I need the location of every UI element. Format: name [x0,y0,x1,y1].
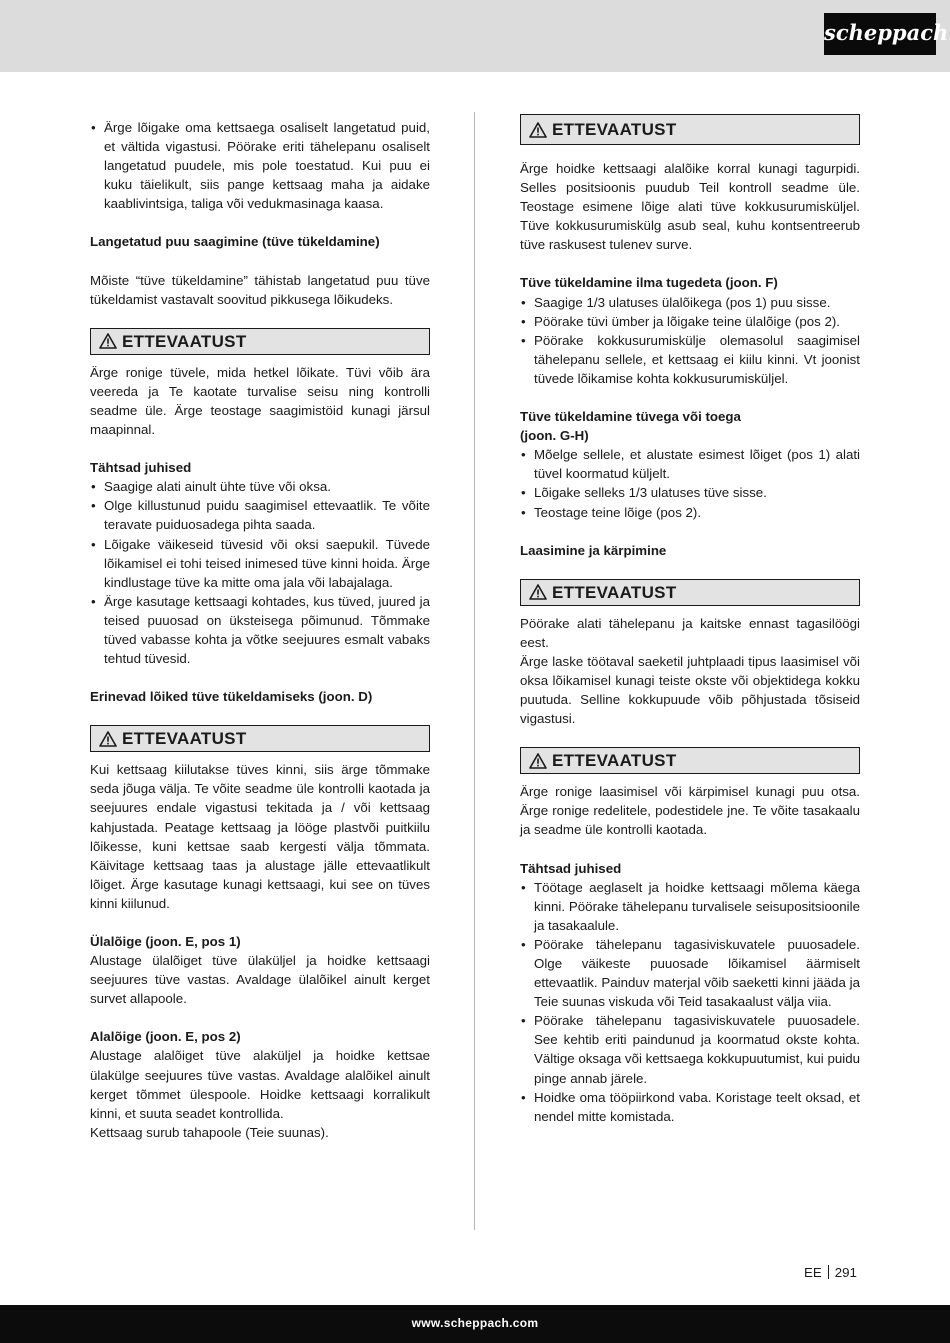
list-item: • Teostage teine lõige (pos 2). [520,503,860,522]
warning-text: Pöörake alati tähelepanu ja kaitske ennast tagasilöögi eest. [520,615,860,650]
bullet-list [520,293,860,388]
warning-triangle-icon [99,333,117,349]
list-item: • Lõigake väikeseid tüvesid või oksi saepukil. Tüvede lõikamisel ei tohi teised inimesed tüve kinni hoida. Ärge kindlustage tüve ka mitte oma jala või labajalaga. [90,535,430,592]
warning-triangle-icon [529,753,547,769]
website-link[interactable]: www.scheppach.com [411,1316,539,1330]
warning-triangle-icon [99,731,117,747]
warning-title: ETTEVAATUST [122,729,247,749]
section-heading: Langetatud puu saagimine (tüve tükeldamine) [90,234,380,250]
section-heading: Alalõige (joon. E, pos 2) [90,1029,241,1045]
footer-band [0,1305,950,1343]
header-band [0,0,950,72]
list-item: • Hoidke oma tööpiirkond vaba. Koristage teelt oksad, et nendel mitte komistada. [520,1088,860,1126]
warning-text: Ärge hoidke kettsaagi alalõike korral kunagi tagurpidi. Selles positsioonis puudub Teil kontroll seadme üle. Teostage esimene lõige alati tüve kokkusurumisküljel. Tüve kokkusurumiskülg asub seal, kuhu kontsentreerub tüve raskusest tulenev surve. [520,161,860,253]
left-column [90,118,430,1142]
section-heading: Ülalõige (joon. E, pos 1) [90,934,241,949]
paragraph: Kettsaag surub tahapoole (Teie suunas). [90,1124,329,1140]
section-heading: (joon. G-H) [520,428,589,444]
section-heading: Erinevad lõiked tüve tükeldamiseks (joon. D) [90,689,373,705]
paragraph: Alustage alalõiget tüve alaküljel ja hoidke kettsae ülakülge seejuures tüve vastas. Avaldage alalõikel ainult kerget tõmmet ülespoole. Hoidke kettsaagi korralikult kinni, et suuta seadet kontrollida. [90,1048,430,1121]
list-item: • Pöörake tähelepanu tagasiviskuvatele puuosadele. Olge väikeste puuosade lõikamisel äärmiselt ettevaatlik. Painduv materjal võib saeketti kinni jääda ja Teie suunas viskuda või Teid tasakaalust välja viia. [520,935,860,1011]
important-notes-list [90,477,430,668]
section-heading: Tähtsad juhised [90,460,192,476]
bullet-list [520,445,860,521]
warning-box [90,328,430,355]
paragraph: Mõiste “tüve tükeldamine” tähistab langetatud puu tüve tükeldamist vastavalt soovitud pikkusega lõikudeks. [90,272,430,307]
warning-title: ETTEVAATUST [122,331,247,351]
language-code: EE [804,1265,822,1280]
warning-text: Ärge ronige laasimisel või kärpimisel kunagi puu otsa. Ärge ronige redelitele, podestidele jne. Te võite tasakaalu ja seadme üle kontrolli kaotada. [520,784,860,838]
page-number [804,1265,857,1280]
right-column [520,114,860,1126]
list-item: • Mõelge sellele, et alustate esimest lõiget (pos 1) alati tüvel koormatud küljelt. [520,445,860,483]
section-heading: Tüve tükeldamine tüvega või toega [520,409,741,425]
list-item: • Ärge kasutage kettsaagi kohtades, kus tüved, juured ja teised puuosad on üksteisega põimunud. Tõmmake tüved vabasse kohta ja võtke seejuures esmalt vabaks tehtud tüvesid. [90,592,430,668]
paragraph: Alustage ülalõiget tüve ülaküljel ja hoidke kettsaagi seejuures tüve vastas. Avaldage ülalõikel ainult kerget survet allapoole. [90,953,430,1007]
warning-box [520,747,860,774]
list-item: • Pöörake tähelepanu tagasiviskuvatele puuosadele. See kehtib eriti paindunud ja koormatud okste kohta. Vältige oksaga või kettsaega kokkupuutumist, kui puidu pinge annab järele. [520,1011,860,1087]
warning-text: Ärge laske töötaval saeketil juhtplaadi tipus laasimisel või oksa lõikamisel kunagi teiste okste või objektidega kokku puutuda. Selline kokkupuude võib põhjustada tõsiseid vigastusi. [520,653,860,727]
warning-title: ETTEVAATUST [552,119,677,139]
warning-text: Kui kettsaag kiilutakse tüves kinni, siis ärge tõmmake seda jõuga välja. Te võite seadme üle kontrolli kaotada ja seejuures endale vigastusi tekitada ja / või kettsaag kahjustada. Peatage kettsaag ja lööge plastvõi puitkiilu lõikesse, kuni kettsae saab kergesti välja tõmmata. Käivitage kettsaag taas ja alustage jälle ettevaatlikult lõiget. Ärge kasutage kunagi kettsaagi, kui see on tüves kinni kiilunud. [90,762,430,911]
section-heading: Laasimine ja kärpimine [520,542,667,558]
page-number-value: 291 [834,1265,857,1280]
warning-triangle-icon [529,122,547,138]
list-item: • Töötage aeglaselt ja hoidke kettsaagi mõlema käega kinni. Pöörake tähelepanu turvalisele seisupositsioonile ja tasakaalule. [520,878,860,935]
warning-box [520,579,860,606]
list-item: • Olge killustunud puidu saagimisel ettevaatlik. Te võite teravate puiduosadega pihta saada. [90,496,430,534]
scheppach-logo: scheppach [824,13,936,55]
list-item: • Saagige alati ainult ühte tüve või oksa. [90,477,430,496]
intro-bullet-list [90,118,430,213]
list-item: • Pöörake tüvi ümber ja lõigake teine ülalõige (pos 2). [520,312,860,331]
section-heading: Tähtsad juhised [520,860,622,876]
warning-triangle-icon [529,584,547,600]
warning-text: Ärge ronige tüvele, mida hetkel lõikate. Tüvi võib ära veereda ja Te kaotate turvalise seisu ning kontrolli seadme üle. Ärge teostage saagimistöid kunagi järsul maapinnal. [90,364,430,438]
page-separator [828,1265,829,1279]
warning-title: ETTEVAATUST [552,582,677,602]
warning-box [520,114,860,145]
column-divider [474,112,475,1230]
section-heading: Tüve tükeldamine ilma tugedeta (joon. F) [520,275,778,291]
important-notes-list [520,878,860,1126]
list-item: • Lõigake selleks 1/3 ulatuses tüve sisse. [520,483,860,502]
list-item: • Ärge lõigake oma kettsaega osaliselt langetatud puid, et vältida vigastusi. Pöörake eriti tähelepanu osaliselt langetatud puudele, mis pole toestatud. Kui puu ei kuku täielikult, siis pange kettsaag maha ja aidake kaablivintsiga, taliga või vedukmasinaga kaasa. [90,118,430,213]
list-item: • Pöörake kokkusurumiskülje olemasolul saagimisel tähelepanu sellele, et kettsaag ei kiilu kinni. Vt joonist tüvede lõikamise kohta kokkusurumisküljel. [520,331,860,388]
warning-title: ETTEVAATUST [552,751,677,771]
warning-box [90,725,430,752]
list-item: • Saagige 1/3 ulatuses ülalõikega (pos 1) puu sisse. [520,293,860,312]
